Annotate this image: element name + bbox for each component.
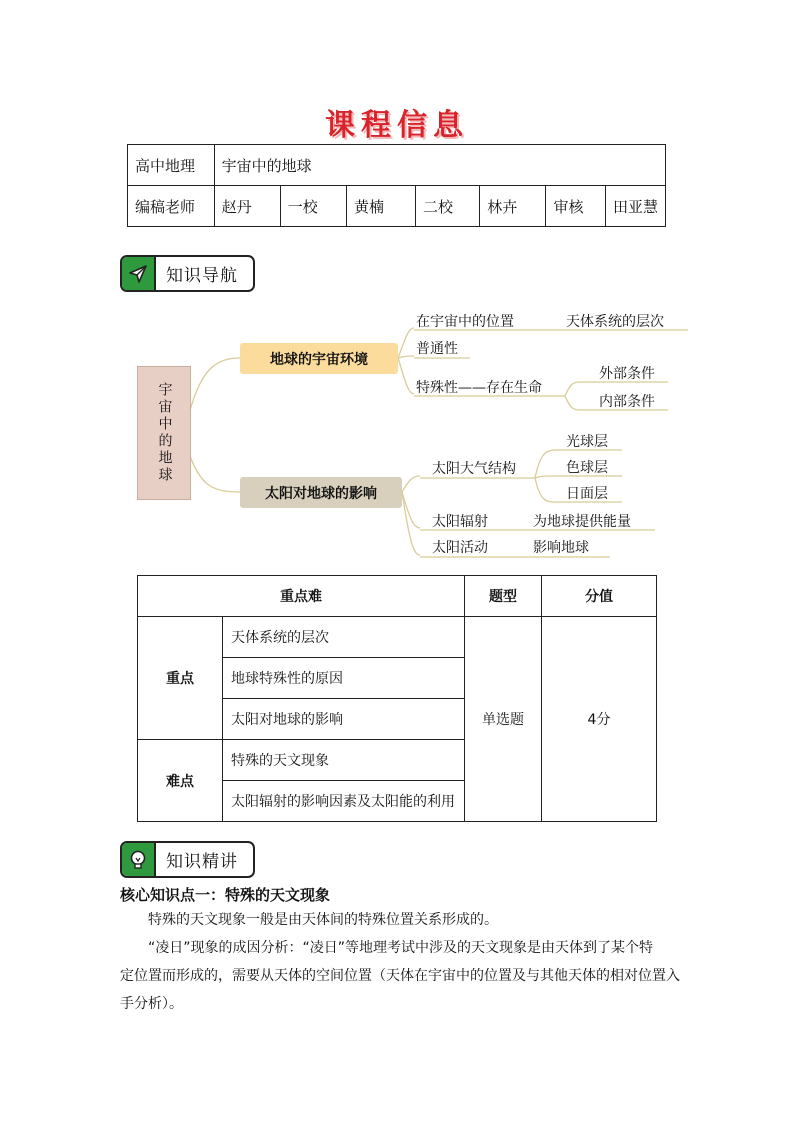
proof2-name-cell: 林卉 (480, 186, 546, 227)
paragraph: 特殊的天文现象一般是由天体间的特殊位置关系形成的。 (148, 912, 498, 928)
mind-map-item: 太阳大气结构 (432, 461, 516, 477)
key-points-table (137, 575, 657, 822)
mind-map-subitem: 为地球提供能量 (533, 514, 631, 530)
score-cell: 4分 (542, 617, 657, 822)
group-label: 重点 (138, 617, 223, 740)
column-header: 分值 (542, 576, 657, 617)
branch-label: 太阳对地球的影响 (265, 485, 377, 502)
paragraph: “凌日”现象的成因分析：“凌日”等地理考试中涉及的天文现象是由天体到了某个特 (148, 940, 654, 956)
subject-cell: 高中地理 (128, 145, 215, 186)
question-type-cell: 单选题 (465, 617, 542, 822)
mind-map-root (137, 366, 191, 500)
paragraph: 手分析）。 (120, 996, 183, 1012)
table-cell: 特殊的天文现象 (223, 740, 465, 781)
review-name-cell: 田亚慧 (605, 186, 665, 227)
table-cell: 太阳对地球的影响 (223, 699, 465, 740)
lightbulb-icon (122, 843, 156, 876)
mind-map-subitem: 光球层 (566, 434, 608, 450)
section-header-lecture (120, 841, 255, 878)
mind-map-item: 太阳活动 (432, 540, 488, 556)
section-header-label: 知识导航 (166, 266, 238, 286)
proof1-label-cell: 一校 (280, 186, 346, 227)
mind-map-item: 在宇宙中的位置 (416, 314, 514, 330)
mind-map-subitem: 日面层 (566, 486, 608, 502)
table-row (138, 617, 657, 658)
section-header-label: 知识精讲 (166, 852, 238, 872)
group-label: 难点 (138, 740, 223, 822)
column-header: 重点难 (138, 576, 465, 617)
editor-name-cell: 赵丹 (214, 186, 280, 227)
review-label-cell: 审核 (546, 186, 606, 227)
mind-map-subitem: 色球层 (566, 460, 608, 476)
proof2-label-cell: 二校 (416, 186, 480, 227)
mind-map-subitem: 内部条件 (599, 394, 655, 410)
table-cell: 地球特殊性的原因 (223, 658, 465, 699)
mind-map-item: 特殊性——存在生命 (416, 380, 542, 396)
topic-cell: 宇宙中的地球 (214, 145, 665, 186)
table-cell: 天体系统的层次 (223, 617, 465, 658)
branch-label: 地球的宇宙环境 (270, 351, 368, 368)
mind-map-item: 普通性 (416, 341, 458, 357)
paragraph: 定位置而形成的，需要从天体的空间位置（天体在宇宙中的位置及与其他天体的相对位置入 (120, 968, 680, 984)
page-title: 课程信息 (325, 108, 469, 143)
editor-label-cell: 编稿老师 (128, 186, 215, 227)
table-header-row (138, 576, 657, 617)
mind-map-root-label: 宇宙中的地球 (156, 382, 173, 484)
mind-map-subitem: 天体系统的层次 (566, 314, 664, 330)
mind-map-branch-cosmic-environment (240, 343, 398, 374)
table-cell: 太阳辐射的影响因素及太阳能的利用 (223, 781, 465, 822)
core-point-title: 核心知识点一：特殊的天文现象 (120, 886, 331, 904)
mind-map-subitem: 影响地球 (533, 540, 589, 556)
column-header: 题型 (465, 576, 542, 617)
proof1-name-cell: 黄楠 (346, 186, 415, 227)
mind-map-subitem: 外部条件 (599, 366, 655, 382)
mind-map-branch-sun-influence (240, 477, 402, 508)
mind-map-item: 太阳辐射 (432, 514, 488, 530)
